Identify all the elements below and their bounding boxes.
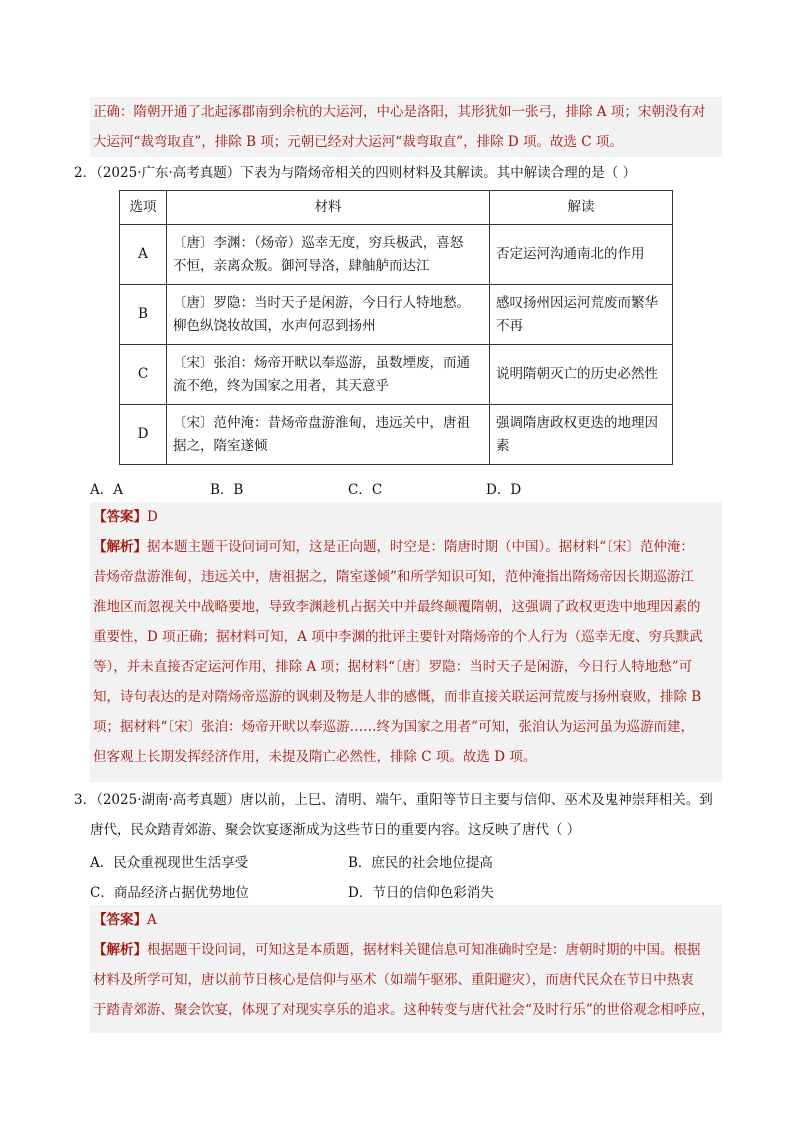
answer-line <box>90 905 722 935</box>
question-3-stem: 3．（2025·湖南·高考真题）唐以前，上巳、清明、端午、重阳等节日主要与信仰、巫术及鬼神崇拜相关。到 唐代，民众踏青郊游、聚会饮宴逐渐成为这些节日的重要内容。这反映了唐代（ ） <box>74 792 713 838</box>
row-option: D <box>120 405 167 465</box>
analysis-line: 知，诗句表达的是对隋炀帝巡游的讽刺及物是人非的感慨，而非直接关联运河荒废与扬州衰败，排除 B <box>93 689 702 705</box>
row-option: C <box>120 345 167 405</box>
analysis-line: 大运河“裁弯取直”，排除 B 项；元朝已经对大运河“裁弯取直”，排除 D 项。故选 C 项。 <box>93 134 623 150</box>
header-option: 选项 <box>120 191 167 225</box>
option-b: B．B <box>210 482 244 498</box>
header-interpretation: 解读 <box>490 191 673 225</box>
question-3-options-row-2 <box>90 881 730 905</box>
question-2-options <box>90 478 730 502</box>
answer-value: D <box>147 509 158 525</box>
option-a: A．A <box>90 482 123 498</box>
row-interpretation: 强调隋唐政权更迭的地理因 素 <box>490 405 673 465</box>
row-option: A <box>120 225 167 285</box>
header-material: 材料 <box>167 191 490 225</box>
option-d: D．节日的信仰色彩消失 <box>348 885 494 901</box>
row-interpretation: 说明隋朝灭亡的历史必然性 <box>490 345 673 405</box>
table-row <box>120 405 673 465</box>
answer-value: A <box>147 912 157 928</box>
answer-tag: 【答案】 <box>93 509 147 525</box>
question-2-stem: 2．（2025·广东·高考真题）下表为与隋炀帝相关的四则材料及其解读。其中解读合理的是（ ） <box>74 165 637 181</box>
row-material: 〔唐〕罗隐：当时天子是闲游，今日行人特地愁。 柳色纵饶妆故国，水声何忍到扬州 <box>167 285 490 345</box>
row-material: 〔宋〕范仲淹：昔炀帝盘游淮甸，违远关中，唐祖 据之，隋室遂倾 <box>167 405 490 465</box>
row-option: B <box>120 285 167 345</box>
question-2-answer-block <box>90 502 722 782</box>
row-material: 〔唐〕李渊：（炀帝）巡幸无度，穷兵极武，喜怒 不恒，亲离众叛。御河导洛，肆舳舻而达江 <box>167 225 490 285</box>
table-row <box>120 345 673 405</box>
analysis-line: 等），并未直接否定运河作用，排除 A 项；据材料“〔唐〕罗隐：当时天子是闲游，今日行人特地愁”可 <box>93 659 693 675</box>
analysis-line: 但客观上长期发挥经济作用，未提及隋亡必然性，排除 C 项。故选 D 项。 <box>93 749 537 765</box>
previous-analysis-block <box>90 97 722 157</box>
row-material: 〔宋〕张洎：炀帝开畎以奉巡游，虽数堙废，而通 流不绝，终为国家之用者，其天意乎 <box>167 345 490 405</box>
answer-tag: 【答案】 <box>93 912 147 928</box>
question-3-answer-block <box>90 905 722 1033</box>
analysis-line: 淮地区而忽视关中战略要地，导致李渊趁机占据关中并最终颠覆隋朝，这强调了政权更迭中地理因素的 <box>93 599 701 615</box>
option-b: B．庶民的社会地位提高 <box>348 855 493 871</box>
option-a: A．民众重视现世生活享受 <box>90 855 249 871</box>
table-row <box>120 225 673 285</box>
analysis-line: 于踏青郊游、聚会饮宴，体现了对现实享乐的追求。这种转变与唐代社会“及时行乐”的世俗观念相呼应， <box>93 1002 715 1018</box>
option-d: D．D <box>486 482 522 498</box>
option-c: C．商品经济占据优势地位 <box>90 885 249 901</box>
analysis-line: 正确：隋朝开通了北起涿郡南到余杭的大运河，中心是洛阳，其形犹如一张弓，排除 A 项；宋朝没有对 <box>93 104 706 120</box>
analysis-tag: 【解析】 <box>93 942 147 958</box>
analysis-line: 项；据材料“〔宋〕张洎：炀帝开畎以奉巡游……终为国家之用者”可知，张洎认为运河虽为巡游而建， <box>93 719 695 735</box>
analysis-line: 重要性，D 项正确；据材料可知，A 项中李渊的批评主要针对隋炀帝的个人行为（巡幸无度、穷兵黩武 <box>93 629 703 645</box>
material-table <box>119 190 673 465</box>
row-interpretation: 否定运河沟通南北的作用 <box>490 225 673 285</box>
question-3-options-row-1 <box>90 851 730 875</box>
row-interpretation: 感叹扬州因运河荒废而繁华 不再 <box>490 285 673 345</box>
analysis-line: 材料及所学可知，唐以前节日核心是信仰与巫术（如端午驱邪、重阳避灾），而唐代民众在节日中热衷 <box>93 972 694 988</box>
option-c: C．C <box>348 482 383 498</box>
table-row <box>120 285 673 345</box>
answer-line <box>90 502 722 532</box>
analysis-line: 【解析】根据题干设问词，可知这是本质题，据材料关键信息可知准确时空是：唐朝时期的中国。根据 <box>93 942 701 958</box>
table-header-row <box>120 191 673 225</box>
analysis-line: 【解析】据本题主题干设问词可知，这是正向题，时空是：隋唐时期（中国）。据材料“〔宋〕范仲淹： <box>93 539 694 555</box>
analysis-tag: 【解析】 <box>93 539 147 555</box>
analysis-line: 昔炀帝盘游淮甸，违远关中，唐祖据之，隋室遂倾”和所学知识可知，范仲淹指出隋炀帝因长期巡游江 <box>93 569 694 585</box>
